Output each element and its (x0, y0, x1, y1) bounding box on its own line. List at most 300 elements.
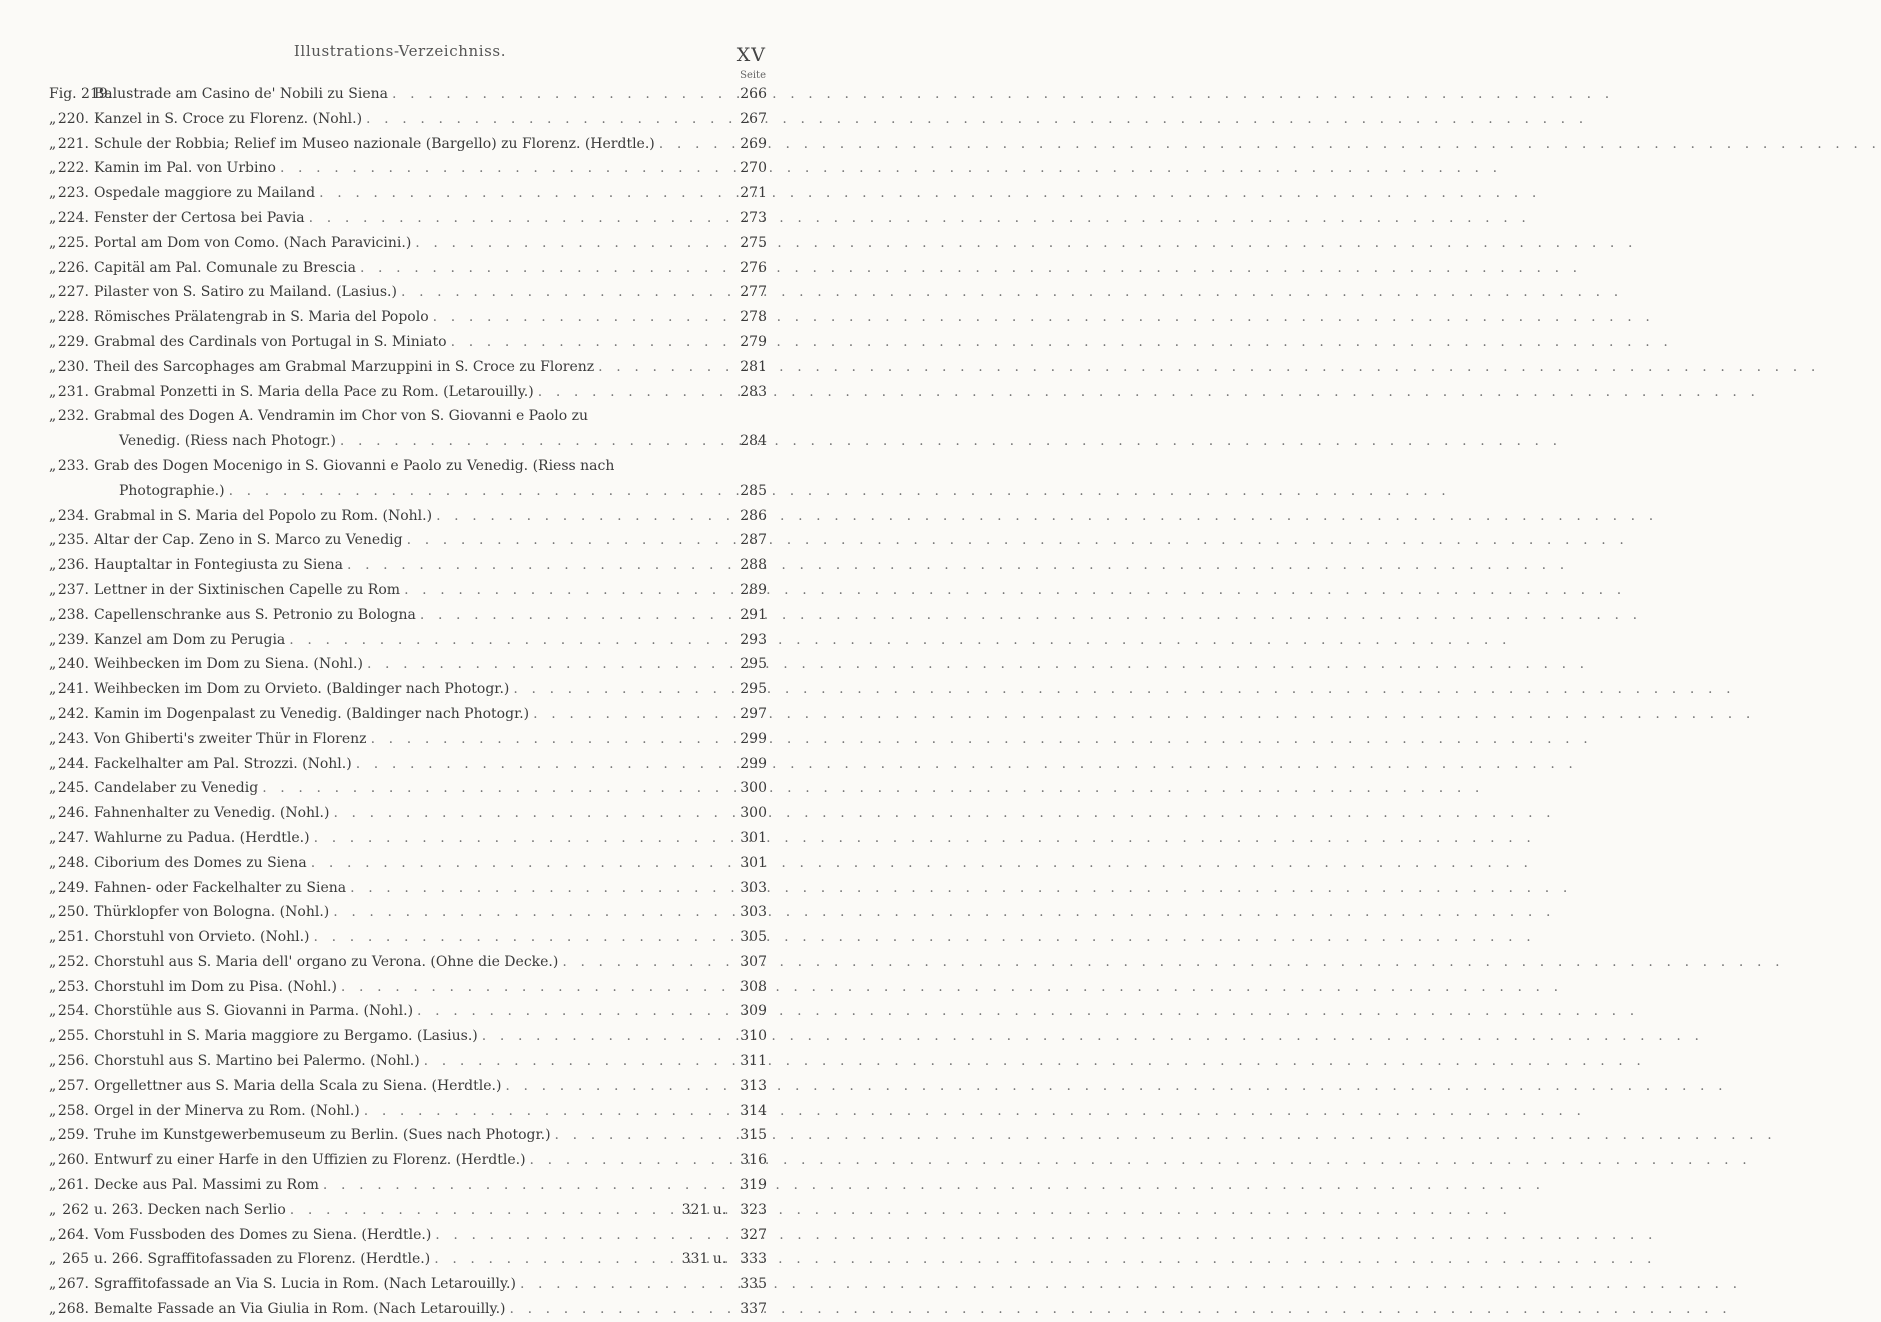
ditto-mark-icon: „ (49, 1077, 57, 1094)
ditto-mark-icon: „ (49, 259, 57, 276)
ditto-mark-icon: „ (49, 1102, 57, 1119)
figure-number (49, 578, 89, 603)
page-reference: 301 (740, 854, 767, 871)
figure-number-text: 226. (57, 259, 89, 276)
figure-number (49, 256, 89, 281)
index-page (0, 0, 800, 1318)
page-reference: 311 (740, 1053, 767, 1070)
figure-number (49, 925, 89, 950)
leader-dots (336, 429, 736, 454)
leader-dots (432, 504, 736, 529)
ditto-mark-icon: „ (49, 805, 57, 822)
figure-number-text: 234. (57, 507, 89, 524)
entry-title: Hauptaltar in Fontegiusta zu Siena (94, 557, 343, 574)
figure-number-text: 261. (57, 1177, 89, 1194)
entry-title: Weihbecken im Dom zu Siena. (Nohl.) (94, 656, 363, 673)
figure-number (49, 132, 89, 157)
figure-number-text: 253. (57, 978, 89, 995)
running-header: Illustrations-Verzeichniss. (293, 42, 507, 60)
figure-number (49, 950, 89, 975)
entry-title: Fahnen- oder Fackelhalter zu Siena (94, 879, 347, 896)
leader-dots (505, 1297, 736, 1322)
entry-title: Kanzel in S. Croce zu Florenz. (Nohl.) (94, 110, 363, 127)
ditto-mark-icon: „ (49, 457, 57, 474)
entry-line (0, 900, 800, 925)
figure-number-text: 233. (57, 457, 89, 474)
leader-dots (534, 380, 737, 405)
page-reference: 287 (740, 532, 767, 549)
figure-number-text: 256. (57, 1053, 89, 1070)
entry-title: Grabmal des Dogen A. Vendramin im Chor von S. Giovanni e Paolo zu (94, 408, 588, 425)
figure-number-text: 223. (57, 185, 89, 202)
index-entry (0, 330, 800, 355)
entry-title: Schule der Robbia; Relief im Museo nazionale (Bargello) zu Florenz. (Herdtle.) (94, 135, 655, 152)
index-entry (0, 1123, 800, 1148)
page-reference: 283 (740, 383, 767, 400)
figure-number-text: 255. (57, 1028, 89, 1045)
leader-dots (431, 1223, 736, 1248)
figure-number (49, 156, 89, 181)
index-entry (0, 1099, 800, 1124)
entry-line (0, 504, 800, 529)
page-reference: 289 (740, 581, 767, 598)
ditto-mark-icon: „ (49, 358, 57, 375)
entry-title: Capitäl am Pal. Comunale zu Brescia (94, 259, 356, 276)
leader-dots (478, 1024, 737, 1049)
illustration-list (0, 82, 800, 1322)
ditto-mark-icon: „ (49, 1053, 57, 1070)
ditto-mark-icon: „ (49, 705, 57, 722)
entry-line (0, 652, 800, 677)
leader-dots (329, 900, 736, 925)
page-reference: 316 (740, 1152, 767, 1169)
figure-number-text: 250. (57, 904, 89, 921)
figure-number (49, 1247, 89, 1272)
entry-title: Thürklopfer von Bologna. (Nohl.) (94, 904, 330, 921)
leader-dots (400, 578, 736, 603)
entry-title: Chorstuhl aus S. Maria dell' organo zu Verona. (Ohne die Decke.) (94, 953, 559, 970)
figure-number (49, 1148, 89, 1173)
figure-number (49, 752, 89, 777)
figure-number (49, 900, 89, 925)
ditto-mark-icon: „ (49, 110, 57, 127)
index-entry (0, 305, 800, 330)
page-reference: 291 (740, 606, 767, 623)
leader-dots (529, 702, 736, 727)
ditto-mark-icon: „ (49, 730, 57, 747)
page-reference: 313 (740, 1077, 767, 1094)
page-reference: 293 (740, 631, 767, 648)
figure-number-text: Fig. 219. (49, 86, 113, 102)
entry-line (0, 975, 800, 1000)
page-reference: 295 (740, 656, 767, 673)
page-reference: 271 (740, 185, 767, 202)
leader-dots (509, 677, 736, 702)
entry-title: Chorstühle aus S. Giovanni in Parma. (Nohl.) (94, 1003, 414, 1020)
ditto-mark-icon: „ (49, 780, 57, 797)
entry-line (0, 1198, 800, 1223)
entry-title: Fenster der Certosa bei Pavia (94, 209, 305, 226)
index-entry (0, 504, 800, 529)
entry-line (0, 776, 800, 801)
entry-title: Orgellettner aus S. Maria della Scala zu Siena. (Herdtle.) (94, 1077, 502, 1094)
figure-number (49, 82, 113, 107)
page-reference: 278 (740, 309, 767, 326)
figure-number (49, 677, 89, 702)
ditto-mark-icon: „ (49, 532, 57, 549)
page-ref-extra: 321 u. (681, 1201, 727, 1218)
ditto-mark-icon: „ (49, 978, 57, 995)
page-reference: 303 (740, 904, 767, 921)
entry-title: Theil des Sarcophages am Grabmal Marzuppini in S. Croce zu Florenz (94, 358, 595, 375)
ditto-mark-icon: „ (49, 234, 57, 251)
entry-line (0, 528, 800, 553)
figure-number (49, 1223, 89, 1248)
page-reference: 285 (740, 482, 767, 499)
figure-number (49, 1173, 89, 1198)
page-reference: 310 (740, 1028, 767, 1045)
index-entry (0, 181, 800, 206)
figure-number (49, 553, 89, 578)
index-entry (0, 156, 800, 181)
leader-dots (516, 1272, 736, 1297)
page-reference: 314 (740, 1102, 767, 1119)
ditto-mark-icon: „ (49, 854, 57, 871)
page-reference: 269 (740, 135, 767, 152)
page-reference: 266 (740, 86, 767, 102)
leader-dots (276, 156, 736, 181)
entry-title: Altar der Cap. Zeno in S. Marco zu Venedig (94, 532, 403, 549)
figure-number-text: 265 (62, 1251, 89, 1268)
figure-number (49, 628, 89, 653)
entry-line (0, 1099, 800, 1124)
entry-title: Chorstuhl im Dom zu Pisa. (Nohl.) (94, 978, 337, 995)
figure-number (49, 826, 89, 851)
figure-number (49, 305, 89, 330)
entry-line (0, 1074, 800, 1099)
ditto-mark-icon: „ (49, 383, 57, 400)
entry-title: Römisches Prälatengrab in S. Maria del Popolo (94, 309, 429, 326)
entry-line (0, 876, 800, 901)
figure-number-text: 232. (57, 408, 89, 425)
entry-title: Kamin im Dogenpalast zu Venedig. (Baldinger nach Photogr.) (94, 705, 530, 722)
leader-dots (329, 801, 736, 826)
entry-line (0, 702, 800, 727)
figure-number (49, 1198, 89, 1223)
leader-dots (420, 1049, 737, 1074)
leader-dots (343, 553, 736, 578)
ditto-mark-icon: „ (49, 1201, 57, 1218)
entry-title: Decke aus Pal. Massimi zu Rom (94, 1177, 319, 1194)
leader-dots (356, 256, 736, 281)
figure-number-text: 227. (57, 284, 89, 301)
page-reference: 286 (740, 507, 767, 524)
page-reference: 307 (740, 953, 767, 970)
entry-title: Ospedale maggiore zu Mailand (94, 185, 316, 202)
index-entry (0, 1272, 800, 1297)
entry-line (0, 752, 800, 777)
page-reference: 267 (740, 110, 767, 127)
entry-title: Fackelhalter am Pal. Strozzi. (Nohl.) (94, 755, 352, 772)
index-entry (0, 82, 800, 107)
index-entry (0, 107, 800, 132)
page-reference: 337 (740, 1301, 767, 1318)
ditto-mark-icon: „ (49, 581, 57, 598)
figure-number (49, 851, 89, 876)
index-entry (0, 280, 800, 305)
entry-title: Entwurf zu einer Harfe in den Uffizien zu Florenz. (Herdtle.) (94, 1152, 526, 1169)
entry-line (0, 578, 800, 603)
entry-line (0, 677, 800, 702)
entry-line (0, 429, 800, 454)
entry-line (0, 603, 800, 628)
ditto-mark-icon: „ (49, 1028, 57, 1045)
entry-line (0, 206, 800, 231)
entry-title: Photographie.) (119, 482, 225, 499)
figure-number-text: 258. (57, 1102, 89, 1119)
index-entry (0, 1173, 800, 1198)
entry-title: Portal am Dom von Como. (Nach Paravicini.) (94, 234, 412, 251)
page-reference: 303 (740, 879, 767, 896)
ditto-mark-icon: „ (49, 929, 57, 946)
index-entry (0, 801, 800, 826)
page-reference: 275 (740, 234, 767, 251)
entry-line (0, 454, 800, 479)
page-reference: 281 (740, 358, 767, 375)
figure-number (49, 1297, 89, 1322)
ditto-mark-icon: „ (49, 681, 57, 698)
index-entry (0, 727, 800, 752)
entry-title: Pilaster von S. Satiro zu Mailand. (Lasius.) (94, 284, 397, 301)
figure-number (49, 603, 89, 628)
index-entry (0, 950, 800, 975)
index-entry (0, 652, 800, 677)
entry-title: Chorstuhl von Orvieto. (Nohl.) (94, 929, 310, 946)
page-reference: 300 (740, 805, 767, 822)
page-number: XV (736, 44, 766, 66)
entry-title: Grabmal des Cardinals von Portugal in S. Miniato (94, 333, 447, 350)
figure-number (49, 280, 89, 305)
index-entry (0, 454, 800, 504)
ditto-mark-icon: „ (49, 904, 57, 921)
page-reference: 277 (740, 284, 767, 301)
leader-dots (558, 950, 736, 975)
leader-dots (258, 776, 736, 801)
entry-title: Grabmal Ponzetti in S. Maria della Pace zu Rom. (Letarouilly.) (94, 383, 534, 400)
figure-number (49, 727, 89, 752)
entry-title: Chorstuhl in S. Maria maggiore zu Bergamo. (Lasius.) (94, 1028, 478, 1045)
entry-line (0, 107, 800, 132)
index-entry (0, 578, 800, 603)
index-entry (0, 528, 800, 553)
index-entry (0, 1148, 800, 1173)
leader-dots (413, 999, 736, 1024)
leader-dots (305, 206, 737, 231)
entry-title: Balustrade am Casino de' Nobili zu Siena (94, 86, 388, 102)
ditto-mark-icon: „ (49, 557, 57, 574)
page-reference: 333 (740, 1251, 767, 1268)
entry-title: u. 266. Sgraffitofassaden zu Florenz. (Herdtle.) (94, 1251, 431, 1268)
entry-title: Capellenschranke aus S. Petronio zu Bologna (94, 606, 416, 623)
leader-dots (285, 628, 736, 653)
leader-dots (388, 82, 736, 107)
figure-number-text: 268. (57, 1301, 89, 1318)
entry-title: Orgel in der Minerva zu Rom. (Nohl.) (94, 1102, 360, 1119)
ditto-mark-icon: „ (49, 879, 57, 896)
leader-dots (551, 1123, 737, 1148)
index-entry (0, 1198, 800, 1223)
leader-dots (337, 975, 736, 1000)
entry-title: Weihbecken im Dom zu Orvieto. (Baldinger nach Photogr.) (94, 681, 510, 698)
figure-number (49, 1024, 89, 1049)
figure-number (49, 107, 89, 132)
leader-dots (429, 305, 737, 330)
page-reference: 288 (740, 557, 767, 574)
ditto-mark-icon: „ (49, 309, 57, 326)
entry-title: Truhe im Kunstgewerbemuseum zu Berlin. (Sues nach Photogr.) (94, 1127, 551, 1144)
entry-title: Candelaber zu Venedig (94, 780, 259, 797)
figure-number (49, 1099, 89, 1124)
leader-dots (307, 851, 736, 876)
entry-title: Wahlurne zu Padua. (Herdtle.) (94, 829, 310, 846)
figure-number (49, 206, 89, 231)
page-reference: 323 (740, 1201, 767, 1218)
figure-number-text: 239. (57, 631, 89, 648)
index-entry (0, 702, 800, 727)
figure-number (49, 355, 89, 380)
leader-dots (655, 132, 737, 157)
figure-number-text: 237. (57, 581, 89, 598)
index-entry (0, 1223, 800, 1248)
ditto-mark-icon: „ (49, 1276, 57, 1293)
figure-number-text: 251. (57, 929, 89, 946)
ditto-mark-icon: „ (49, 507, 57, 524)
page-reference: 270 (740, 160, 767, 177)
figure-number (49, 876, 89, 901)
entry-title: Bemalte Fassade an Via Giulia in Rom. (Nach Letarouilly.) (94, 1301, 506, 1318)
ditto-mark-icon: „ (49, 284, 57, 301)
entry-line (0, 999, 800, 1024)
ditto-mark-icon: „ (49, 1177, 57, 1194)
entry-line (0, 628, 800, 653)
leader-dots (362, 107, 736, 132)
index-entry (0, 925, 800, 950)
index-entry (0, 900, 800, 925)
ditto-mark-icon: „ (49, 755, 57, 772)
entry-line (0, 925, 800, 950)
entry-line (0, 1024, 800, 1049)
figure-number-text: 260. (57, 1152, 89, 1169)
figure-number (49, 181, 89, 206)
leader-dots (594, 355, 736, 380)
entry-title: Lettner in der Sixtinischen Capelle zu Rom (94, 581, 401, 598)
index-entry (0, 231, 800, 256)
figure-number (49, 1272, 89, 1297)
index-entry (0, 1074, 800, 1099)
index-entry (0, 404, 800, 454)
entry-line (0, 1297, 800, 1322)
leader-dots (430, 1247, 675, 1272)
entry-title: Ciborium des Domes zu Siena (94, 854, 307, 871)
figure-number-text: 252. (57, 953, 89, 970)
index-entry (0, 628, 800, 653)
ditto-mark-icon: „ (49, 953, 57, 970)
ditto-mark-icon: „ (49, 606, 57, 623)
page-reference: 319 (740, 1177, 767, 1194)
page-reference: 305 (740, 929, 767, 946)
entry-line (0, 181, 800, 206)
leader-dots (286, 1198, 676, 1223)
entry-title: Venedig. (Riess nach Photogr.) (119, 433, 336, 450)
entry-line (0, 231, 800, 256)
figure-number-text: 238. (57, 606, 89, 623)
leader-dots (310, 925, 737, 950)
page-reference: 295 (740, 681, 767, 698)
ditto-mark-icon: „ (49, 1301, 57, 1318)
ditto-mark-icon: „ (49, 1127, 57, 1144)
entry-title: Fahnenhalter zu Venedig. (Nohl.) (94, 805, 330, 822)
figure-number (49, 975, 89, 1000)
index-entry (0, 776, 800, 801)
entry-line (0, 801, 800, 826)
entry-line (0, 1049, 800, 1074)
figure-number-text: 235. (57, 532, 89, 549)
leader-dots (319, 1173, 736, 1198)
entry-line (0, 330, 800, 355)
figure-number-text: 230. (57, 358, 89, 375)
index-entry (0, 1049, 800, 1074)
leader-dots (367, 727, 737, 752)
figure-number-text: 231. (57, 383, 89, 400)
page-reference: 299 (740, 755, 767, 772)
page-reference: 309 (740, 1003, 767, 1020)
page-reference: 279 (740, 333, 767, 350)
leader-dots (397, 280, 736, 305)
leader-dots (352, 752, 737, 777)
index-entry (0, 1247, 800, 1272)
leader-dots (411, 231, 736, 256)
index-entry (0, 553, 800, 578)
figure-number-text: 262 (62, 1201, 89, 1218)
index-entry (0, 752, 800, 777)
ditto-mark-icon: „ (49, 333, 57, 350)
figure-number (49, 1123, 89, 1148)
entry-line (0, 1173, 800, 1198)
figure-number (49, 454, 89, 479)
figure-number-text: 228. (57, 309, 89, 326)
index-entry (0, 355, 800, 380)
figure-number-text: 221. (57, 135, 89, 152)
leader-dots (346, 876, 736, 901)
leader-dots (363, 652, 736, 677)
ditto-mark-icon: „ (49, 1152, 57, 1169)
entry-line (0, 826, 800, 851)
entry-line (0, 950, 800, 975)
page-reference: 308 (740, 978, 767, 995)
figure-number-text: 244. (57, 755, 89, 772)
figure-number-text: 242. (57, 705, 89, 722)
figure-number-text: 249. (57, 879, 89, 896)
ditto-mark-icon: „ (49, 656, 57, 673)
index-entry (0, 999, 800, 1024)
leader-dots (315, 181, 736, 206)
figure-number-text: 243. (57, 730, 89, 747)
entry-title: Chorstuhl aus S. Martino bei Palermo. (Nohl.) (94, 1053, 420, 1070)
entry-title: Grab des Dogen Mocenigo in S. Giovanni e Paolo zu Venedig. (Riess nach (94, 457, 615, 474)
figure-number-text: 241. (57, 681, 89, 698)
figure-number-text: 240. (57, 656, 89, 673)
index-entry (0, 603, 800, 628)
